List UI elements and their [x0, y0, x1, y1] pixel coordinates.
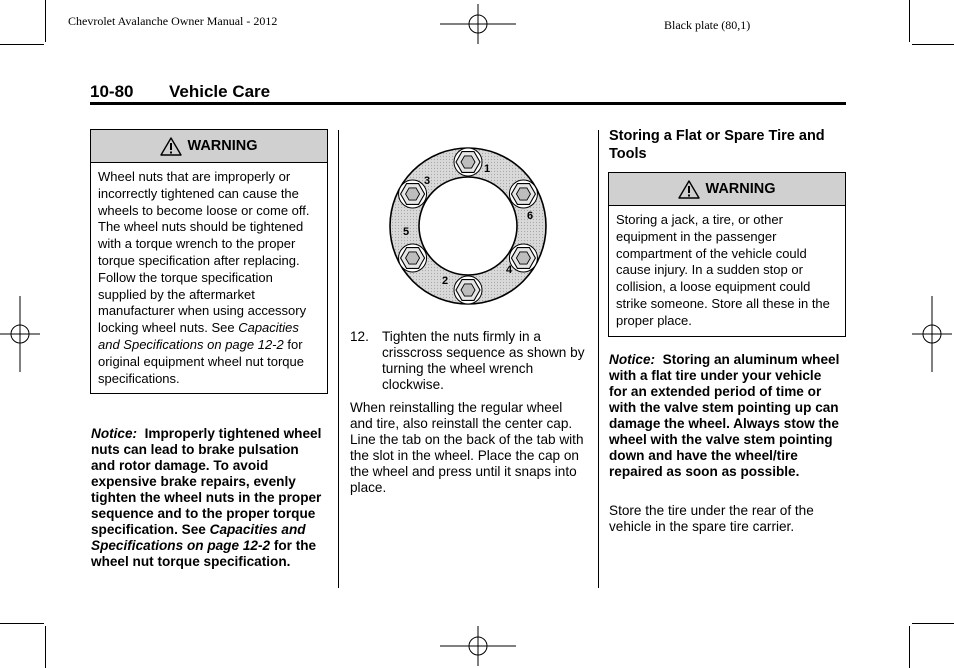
warning-triangle-icon — [160, 137, 182, 156]
store-tire-paragraph: Store the tire under the rear of the vehicle in the spare tire carrier. — [609, 503, 814, 534]
column-divider-1 — [338, 130, 339, 588]
nut-label-5: 5 — [403, 226, 410, 238]
reinstall-paragraph: When reinstalling the regular wheel and tire, also reinstall the center cap. Line the tab on the back of the tab with the slot in the wheel. Place the cap on the wheel and press until it snaps into place. — [350, 400, 584, 495]
warning-triangle-icon — [678, 180, 700, 199]
step-number: 12. — [350, 329, 369, 344]
warning-text: Wheel nuts that are improperly or incorrectly tightened can cause the wheels to become loose or come off. The wheel nuts should be tightened with a torque wrench to the proper torque specification after replacing. Follow the torque specification supplied by the aftermarket manufacturer when using accessory locking wheel nuts. See — [98, 169, 310, 336]
lug-nut-icon — [454, 276, 482, 304]
plate-label: Black plate (80,1) — [664, 18, 751, 32]
step-12 — [350, 329, 586, 393]
registration-mark-bottom — [440, 626, 516, 666]
page-number: 10-80 — [90, 82, 134, 101]
nut-label-6: 6 — [527, 210, 534, 222]
warning-body: Storing a jack, a tire, or other equipment in the passenger compartment of the vehicle could cause injury. In a sudden stop or collision, a loose equipment could strike someone. Store all these in the proper place. — [616, 212, 830, 328]
lug-nut-icon — [509, 180, 537, 208]
column-divider-2 — [598, 130, 599, 588]
notice-text-end: for the wheel nut torque specification. — [91, 538, 317, 569]
notice-text: Improperly tightened wheel nuts can lead to brake pulsation and rotor damage. To avoid expensive brake repairs, evenly tighten the wheel nuts in the proper sequence and to the proper torque specification. See — [91, 426, 322, 537]
header-rule — [90, 102, 846, 105]
storing-heading: Storing a Flat or Spare Tire and Tools — [609, 128, 825, 162]
warning-label: WARNING — [187, 138, 258, 154]
manual-title: Chevrolet Avalanche Owner Manual - 2012 — [68, 14, 278, 28]
nut-label-4: 4 — [506, 264, 513, 276]
warning-box-storing — [608, 172, 846, 337]
nut-label-2: 2 — [442, 275, 449, 287]
lug-nut-icon — [399, 180, 427, 208]
warning-reference-link[interactable]: Capacities and Specifications on page 12-2 — [98, 320, 299, 352]
notice-reference-link[interactable]: Capacities and Specifications on page 12-2 — [91, 522, 306, 553]
registration-mark-right — [912, 296, 952, 372]
section-header — [90, 82, 270, 102]
notice-text: Storing an aluminum wheel with a flat tire under your vehicle for an extended period of time or with the valve stem pointing up can damage the wheel. Always stow the wheel with the valve stem pointing down and have the wheel/tire repaired as soon as possible. — [609, 352, 840, 479]
warning-body — [91, 163, 327, 393]
notice-wheel-nuts — [91, 426, 325, 570]
warning-text-end: for original equipment wheel nut torque specifications. — [98, 336, 304, 386]
section-title: Vehicle Care — [169, 82, 271, 101]
notice-label: Notice: — [609, 352, 656, 367]
step-text: Tighten the nuts firmly in a crisscross sequence as shown by turning the wheel wrench clockwise. — [382, 329, 585, 392]
lug-nut-sequence-figure — [388, 146, 548, 306]
registration-mark-left — [0, 296, 40, 372]
nut-label-1: 1 — [484, 163, 491, 175]
lug-nut-icon — [399, 244, 427, 272]
notice-label: Notice: — [91, 426, 138, 441]
lug-nut-icon — [509, 244, 537, 272]
notice-aluminum-wheel — [609, 352, 843, 480]
warning-box-wheel-nuts — [90, 129, 328, 394]
warning-header — [91, 130, 327, 163]
lug-nut-icon — [454, 148, 482, 176]
registration-mark-top — [440, 4, 516, 44]
nut-label-3: 3 — [424, 175, 431, 187]
warning-header — [609, 173, 845, 206]
warning-label: WARNING — [705, 181, 776, 197]
